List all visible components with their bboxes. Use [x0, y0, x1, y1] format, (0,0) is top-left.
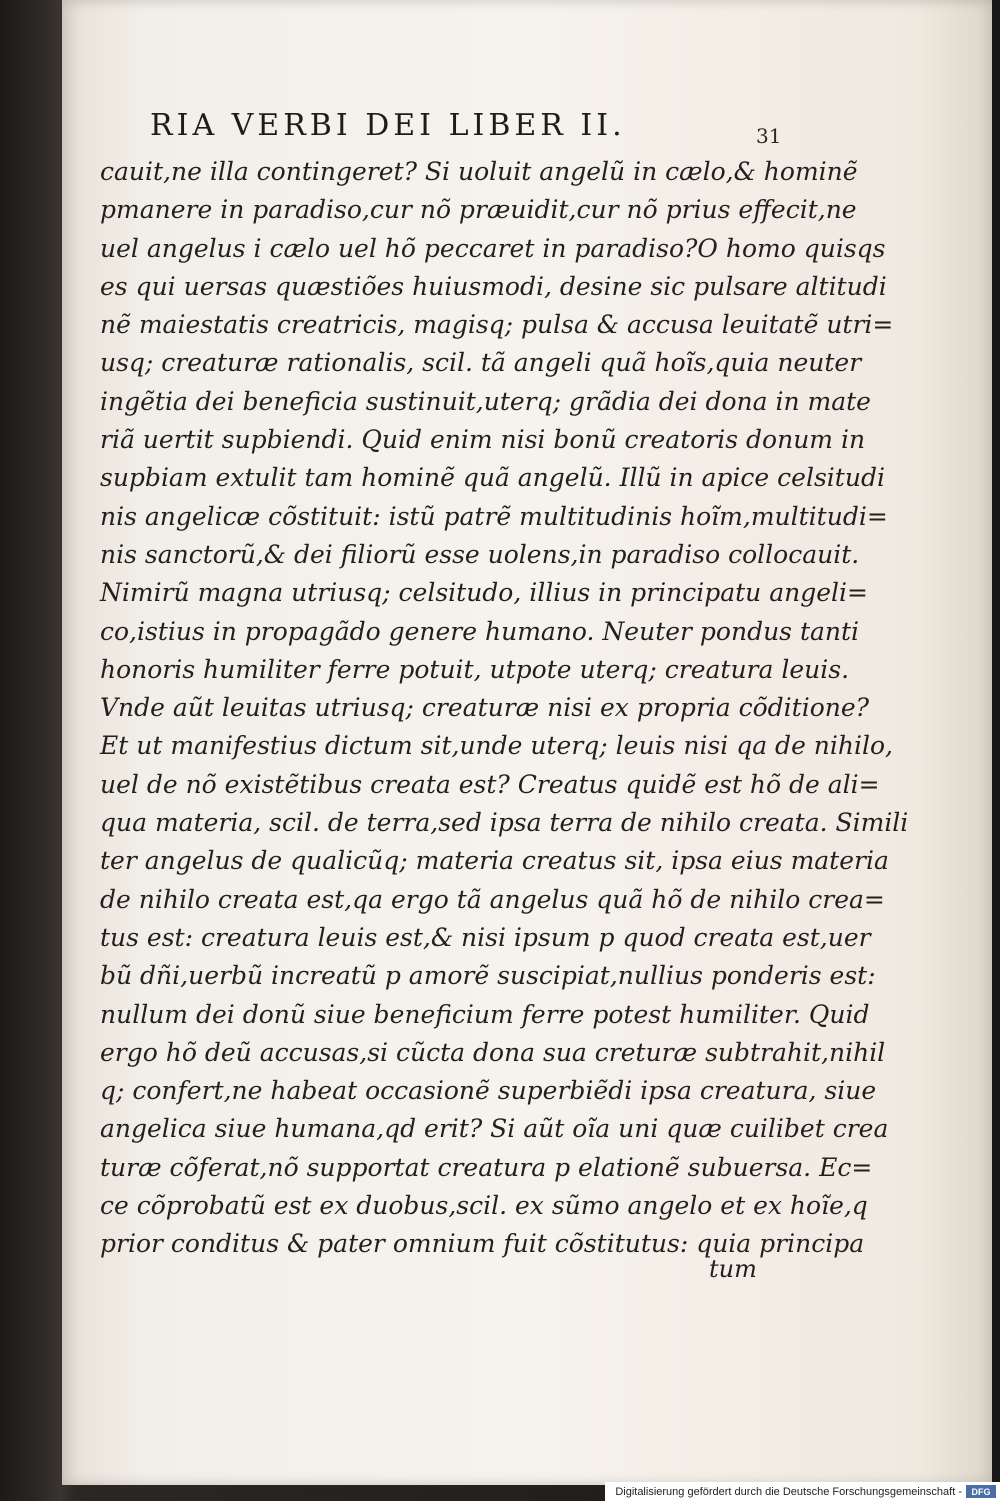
- text-line: angelica siue humana,qd erit? Si aũt oĩa uni quæ cuilibet crea: [100, 1114, 889, 1144]
- credit-text: Digitalisierung gefördert durch die Deutsche Forschungsgemeinschaft -: [615, 1485, 962, 1498]
- text-line: ingẽtia dei beneficia sustinuit,uterq; grãdia dei dona in mate: [100, 386, 871, 416]
- text-line: uel angelus i cælo uel hõ peccaret in paradiso?O homo quisqs: [100, 233, 886, 263]
- folio-number: 31: [756, 124, 782, 148]
- text-line: nẽ maiestatis creatricis, magisq; pulsa & accusa leuitatẽ utri=: [100, 310, 894, 340]
- text-line: cauit,ne illa contingeret? Si uoluit angelũ in cælo,& hominẽ: [100, 157, 858, 186]
- text-line: usq; creaturæ rationalis, scil. tã angeli quã hoĩs,quia neuter: [100, 348, 862, 378]
- text-line: pmanere in paradiso,cur nõ præuidit,cur nõ prius effecit,ne: [100, 195, 857, 225]
- text-line: co,istius in propagãdo genere humano. Neuter pondus tanti: [100, 616, 860, 646]
- digitization-credit-bar: [605, 1482, 1000, 1501]
- text-line: Et ut manifestius dictum sit,unde uterq; leuis nisi qa de nihilo,: [100, 731, 893, 761]
- text-line: qua materia, scil. de terra,sed ipsa terra de nihilo creata. Simili: [100, 808, 909, 838]
- text-line: nullum dei donũ siue beneficium ferre potest humiliter. Quid: [100, 999, 870, 1029]
- text-line: uel de nõ existẽtibus creata est? Creatus quidẽ est hõ de ali=: [100, 769, 880, 799]
- text-line: riã uertit supbiendi. Quid enim nisi bonũ creatoris donum in: [100, 425, 866, 455]
- text-line: es qui uersas quæstiões huiusmodi, desine sic pulsare altitudi: [100, 271, 887, 301]
- text-line: turæ cõferat,nõ supportat creatura p elationẽ subuersa. Ec=: [100, 1152, 873, 1182]
- text-line: bũ dñi,uerbũ increatũ p amorẽ suscipiat,nullius ponderis est:: [100, 961, 876, 991]
- text-line: de nihilo creata est,qa ergo tã angelus quã hõ de nihilo crea=: [100, 884, 885, 914]
- text-line: supbiam extulit tam hominẽ quã angelũ. Illũ in apice celsitudi: [100, 463, 885, 493]
- text-line: honoris humiliter ferre potuit, utpote uterq; creatura leuis.: [100, 654, 850, 684]
- running-header: RIA VERBI DEI LIBER II.: [150, 108, 626, 143]
- text-line: Vnde aũt leuitas utriusq; creaturæ nisi ex propria cõditione?: [100, 693, 870, 723]
- text-line: Nimirũ magna utriusq; celsitudo, illius in principatu angeli=: [100, 578, 868, 608]
- dfg-logo-icon: DFG: [966, 1485, 996, 1498]
- text-line: nis angelicæ cõstituit: istũ patrẽ multitudinis hoĩm,multitudi=: [100, 501, 888, 531]
- text-line: q; confert,ne habeat occasionẽ superbiẽdi ipsa creatura, siue: [100, 1076, 877, 1106]
- text-line: ergo hõ deũ accusas,si cũcta dona sua creturæ subtrahit,nihil: [100, 1037, 886, 1067]
- text-line: ter angelus de qualicũq; materia creatus sit, ipsa eius materia: [100, 846, 889, 876]
- text-line: tus est: creatura leuis est,& nisi ipsum p quod creata est,uer: [100, 922, 871, 952]
- catchword: tum: [709, 1255, 757, 1283]
- text-line: nis sanctorũ,& dei filiorũ esse uolens,in paradiso collocauit.: [100, 539, 860, 569]
- text-line: prior conditus & pater omnium fuit cõstitutus: quia principa: [100, 1229, 865, 1259]
- text-line: ce cõprobatũ est ex duobus,scil. ex sũmo angelo et ex hoĩe,q: [100, 1191, 868, 1221]
- body-text: [100, 153, 909, 1303]
